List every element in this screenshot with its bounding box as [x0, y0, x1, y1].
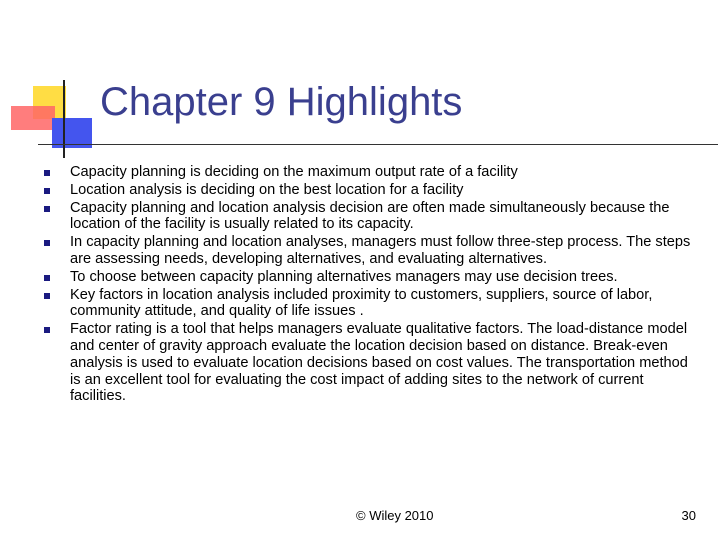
- bullet-square-icon: [44, 188, 50, 194]
- bullet-text: Capacity planning is deciding on the maximum output rate of a facility: [70, 164, 518, 180]
- footer-copyright: © Wiley 2010: [356, 508, 434, 523]
- bullet-item: [44, 321, 694, 405]
- bullet-text: To choose between capacity planning alternatives managers may use decision trees.: [70, 268, 618, 285]
- decor-red-square: [11, 106, 55, 130]
- bullet-text: Location analysis is deciding on the best location for a facility: [70, 181, 464, 198]
- decor-vertical-line: [63, 80, 65, 158]
- bullet-square-icon: [44, 275, 50, 281]
- title-divider: [38, 144, 718, 145]
- bullet-item: [44, 182, 694, 199]
- bullet-item: [44, 234, 694, 268]
- bullet-text: Capacity planning and location analysis decision are often made simultaneously because the location of the facility is usually related to its capacity.: [70, 199, 670, 233]
- bullet-square-icon: [44, 327, 50, 333]
- bullet-square-icon: [44, 206, 50, 212]
- bullet-item: [44, 164, 694, 181]
- bullet-square-icon: [44, 170, 50, 176]
- page-number: 30: [681, 508, 696, 523]
- bullet-item: [44, 287, 694, 321]
- bullet-list: [44, 164, 694, 406]
- bullet-text: Factor rating is a tool that helps managers evaluate qualitative factors. The load-distance model and center of gravity approach evaluate the location decision based on distance. Break-even analysis is used to evaluate location decisions based on cost values. The transportation method is an excellent tool for evaluating the cost impact of adding sites to the network of current facilities.: [70, 321, 688, 405]
- bullet-square-icon: [44, 293, 50, 299]
- slide-title: Chapter 9 Highlights: [100, 80, 463, 124]
- bullet-item: [44, 269, 694, 286]
- bullet-item: [44, 200, 694, 234]
- bullet-text: In capacity planning and location analyses, managers must follow three-step process. The steps are assessing needs, developing alternatives, and evaluating alternatives.: [70, 234, 691, 267]
- bullet-square-icon: [44, 240, 50, 246]
- bullet-text: Key factors in location analysis included proximity to customers, suppliers, source of labor, community attitude, and quality of life issues .: [70, 286, 653, 320]
